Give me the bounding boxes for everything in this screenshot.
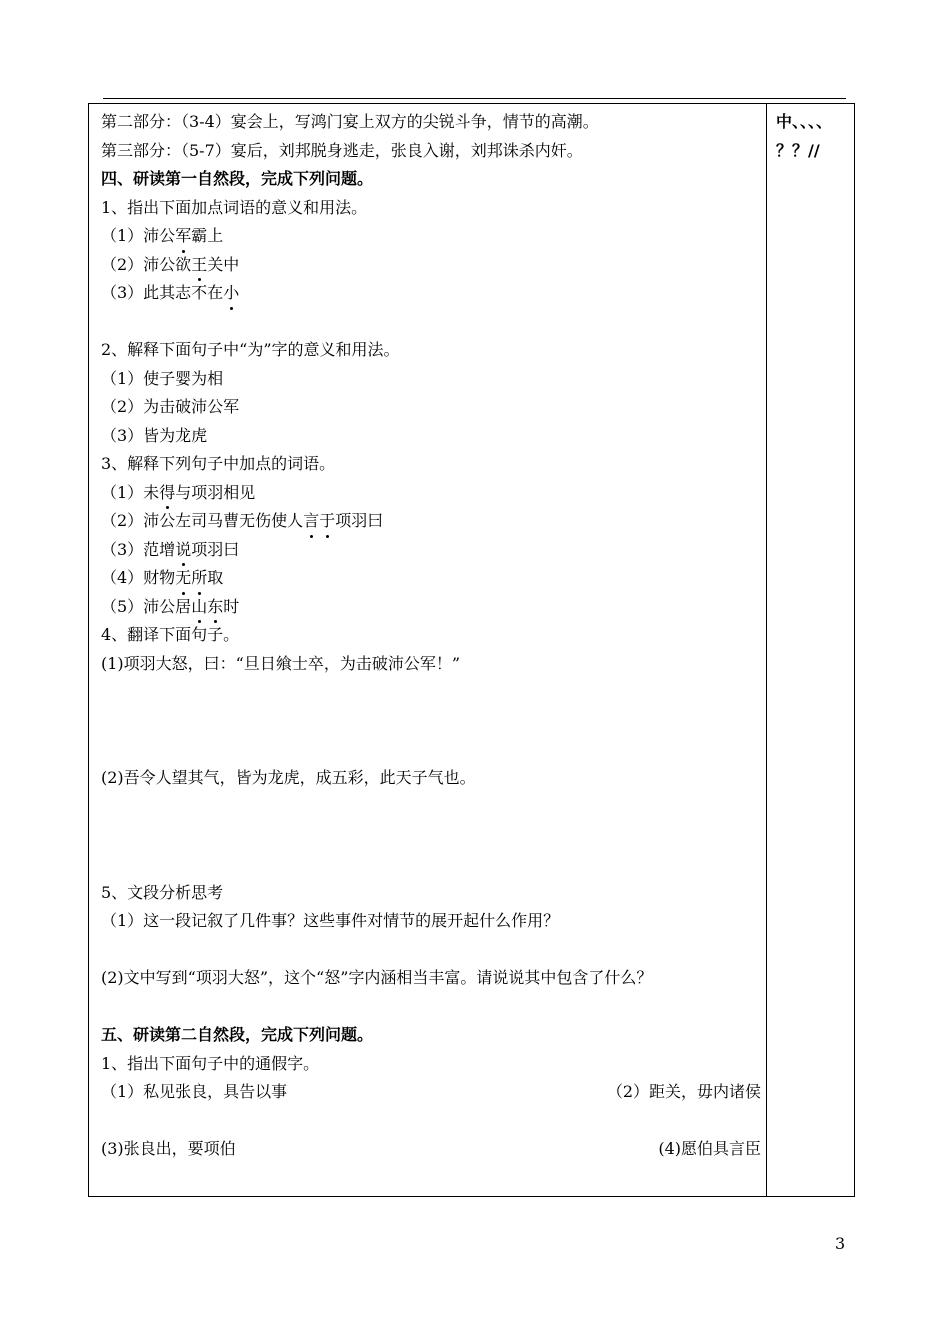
- dotted-word: 东: [207, 593, 223, 622]
- section-five-heading: 五、研读第二自然段，完成下列问题。: [101, 1025, 374, 1044]
- question-5: 5、文段分析思考: [101, 882, 224, 902]
- section-four-heading: 四、研读第一自然段，完成下列问题。: [101, 169, 374, 188]
- s5-item-2: （2）距关，毋内诸侯: [606, 1082, 761, 1101]
- q1-item-2: （2）沛公欲王关中: [101, 251, 761, 280]
- q5-item-2: (2)文中写到“项羽大怒”，这个“怒”字内涵相当丰富。请说说其中包含了什么？: [101, 968, 653, 987]
- question-2: 2、解释下面句子中“为”字的意义和用法。: [101, 340, 400, 359]
- s5-item-3: (3)张良出，要项伯: [101, 1139, 236, 1158]
- s5-question-1: 1、指出下面句子中的通假字。: [101, 1053, 320, 1073]
- q3-item-5: （5）沛公居山东时: [101, 593, 761, 622]
- question-1: 1、指出下面加点词语的意义和用法。: [101, 197, 368, 217]
- dotted-word: 小: [223, 279, 239, 308]
- dotted-word: 得: [159, 479, 175, 508]
- q2-item-3: （3）皆为龙虎: [101, 425, 208, 445]
- dotted-word: 山: [191, 593, 207, 622]
- side-note-2: ？？//: [776, 140, 820, 160]
- q5-item-1: （1）这一段记叙了几件事？这些事件对情节的展开起什么作用？: [101, 911, 560, 930]
- side-column: [776, 108, 948, 165]
- q3-item-3: （3）范增说项羽曰: [101, 536, 761, 565]
- dotted-word: 王: [191, 251, 207, 280]
- part-two-summary: 第二部分：（3-4）宴会上，写鸿门宴上双方的尖锐斗争，情节的高潮。: [101, 112, 599, 131]
- q4-sentence-2: (2)吾令人望其气，皆为龙虎，成五彩，此天子气也。: [101, 768, 476, 787]
- q1-item-1: （1）沛公军霸上: [101, 222, 761, 251]
- dotted-word: 无: [175, 564, 191, 593]
- s5-item-1: （1）私见张良，具告以事: [101, 1082, 288, 1101]
- part-three-summary: 第三部分：（5-7）宴后，刘邦脱身逃走，张良入谢，刘邦诛杀内奸。: [101, 140, 583, 160]
- main-column: [101, 108, 761, 1164]
- dotted-word: 说: [175, 536, 191, 565]
- q3-item-1: （1）未得与项羽相见: [101, 479, 761, 508]
- dotted-word: 军: [175, 222, 191, 251]
- page-number: 3: [835, 1234, 846, 1253]
- dotted-word: 于: [319, 507, 335, 536]
- s5-items-row-1: [101, 1078, 761, 1107]
- q4-sentence-1: (1)项羽大怒，曰：“旦日飨士卒，为击破沛公军！”: [101, 653, 461, 673]
- q3-item-4: （4）财物无所取: [101, 564, 761, 593]
- q2-item-2: （2）为击破沛公军: [101, 397, 240, 416]
- dotted-word: 所: [191, 564, 207, 593]
- s5-item-4: (4)愿伯具言臣: [658, 1139, 761, 1158]
- question-4: 4、翻译下面句子。: [101, 625, 240, 644]
- dotted-word: 言: [303, 507, 319, 536]
- side-note-1: 中、、、、: [776, 112, 833, 131]
- question-3: 3、解释下列句子中加点的词语。: [101, 454, 336, 473]
- header-rule: [103, 98, 846, 99]
- column-divider: [766, 103, 767, 1197]
- s5-items-row-2: [101, 1135, 761, 1164]
- q3-item-2: （2）沛公左司马曹无伤使人言于项羽曰: [101, 507, 761, 536]
- q2-item-1: （1）使子婴为相: [101, 368, 224, 388]
- q1-item-3: （3）此其志不在小: [101, 279, 761, 308]
